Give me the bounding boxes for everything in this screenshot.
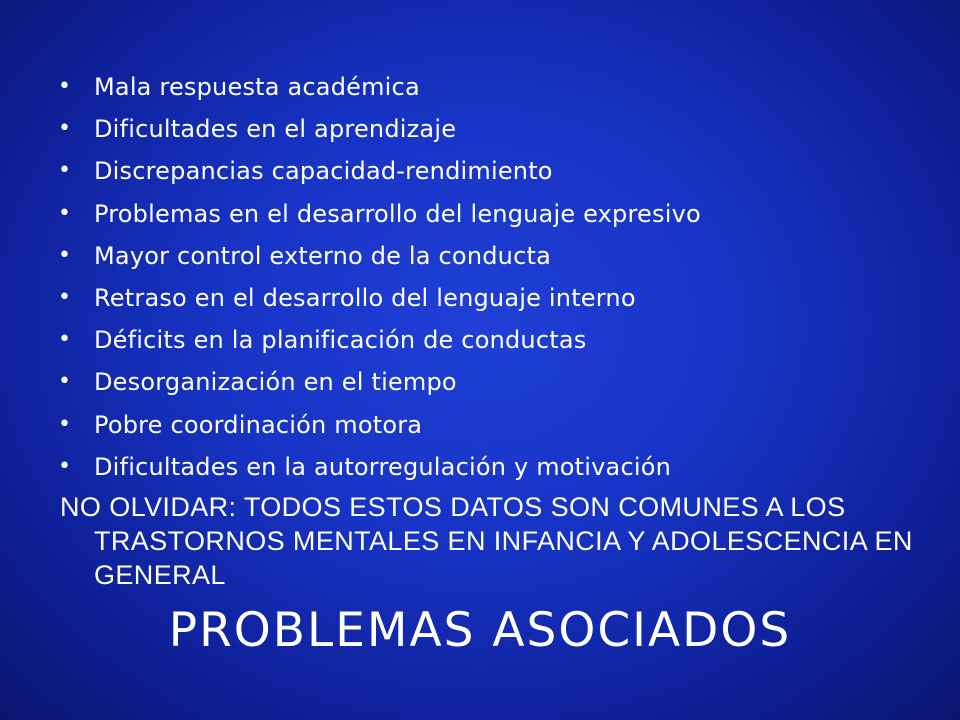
bullet-item	[56, 108, 701, 150]
bullet-icon: •	[58, 411, 72, 437]
bullet-text: Déficits en la planificación de conductas	[94, 326, 587, 355]
bullet-icon: •	[58, 74, 72, 99]
bullet-icon: •	[58, 327, 72, 353]
bullet-icon: •	[58, 116, 72, 142]
bullet-icon: •	[58, 200, 72, 226]
bullet-text: Dificultades en la autorregulación y motivación	[94, 452, 672, 481]
bullet-item	[56, 446, 701, 488]
bullet-item	[56, 319, 701, 361]
slide-title: PROBLEMAS ASOCIADOS	[168, 603, 792, 658]
bullet-icon: •	[58, 453, 72, 479]
bullet-text: Mayor control externo de la conducta	[94, 241, 551, 270]
bullet-item	[56, 150, 701, 192]
bullet-text: Mala respuesta académica	[94, 73, 420, 101]
bullet-item	[56, 361, 701, 403]
bullet-text: Desorganización en el tiempo	[94, 368, 457, 397]
bullet-text: Pobre coordinación motora	[94, 410, 423, 439]
bullet-text: Retraso en el desarrollo del lenguaje interno	[94, 284, 636, 313]
bullet-text: Discrepancias capacidad-rendimiento	[94, 157, 553, 186]
bullet-item	[56, 277, 701, 319]
bullet-icon: •	[58, 285, 72, 311]
warning-note: NO OLVIDAR: TODOS ESTOS DATOS SON COMUNES A LOS TRASTORNOS MENTALES EN INFANCIA Y ADOLESCENCIA EN GENERAL	[60, 492, 913, 590]
bullet-item	[56, 193, 701, 235]
bullet-item	[56, 235, 701, 277]
bullet-text: Dificultades en el aprendizaje	[94, 115, 457, 144]
bullet-item	[56, 66, 701, 108]
bullet-text: Problemas en el desarrollo del lenguaje expresivo	[94, 199, 701, 228]
bullet-list	[56, 66, 701, 488]
bullet-icon: •	[58, 242, 72, 268]
bullet-icon: •	[58, 158, 72, 184]
bullet-icon: •	[58, 369, 72, 395]
bullet-item	[56, 404, 701, 446]
